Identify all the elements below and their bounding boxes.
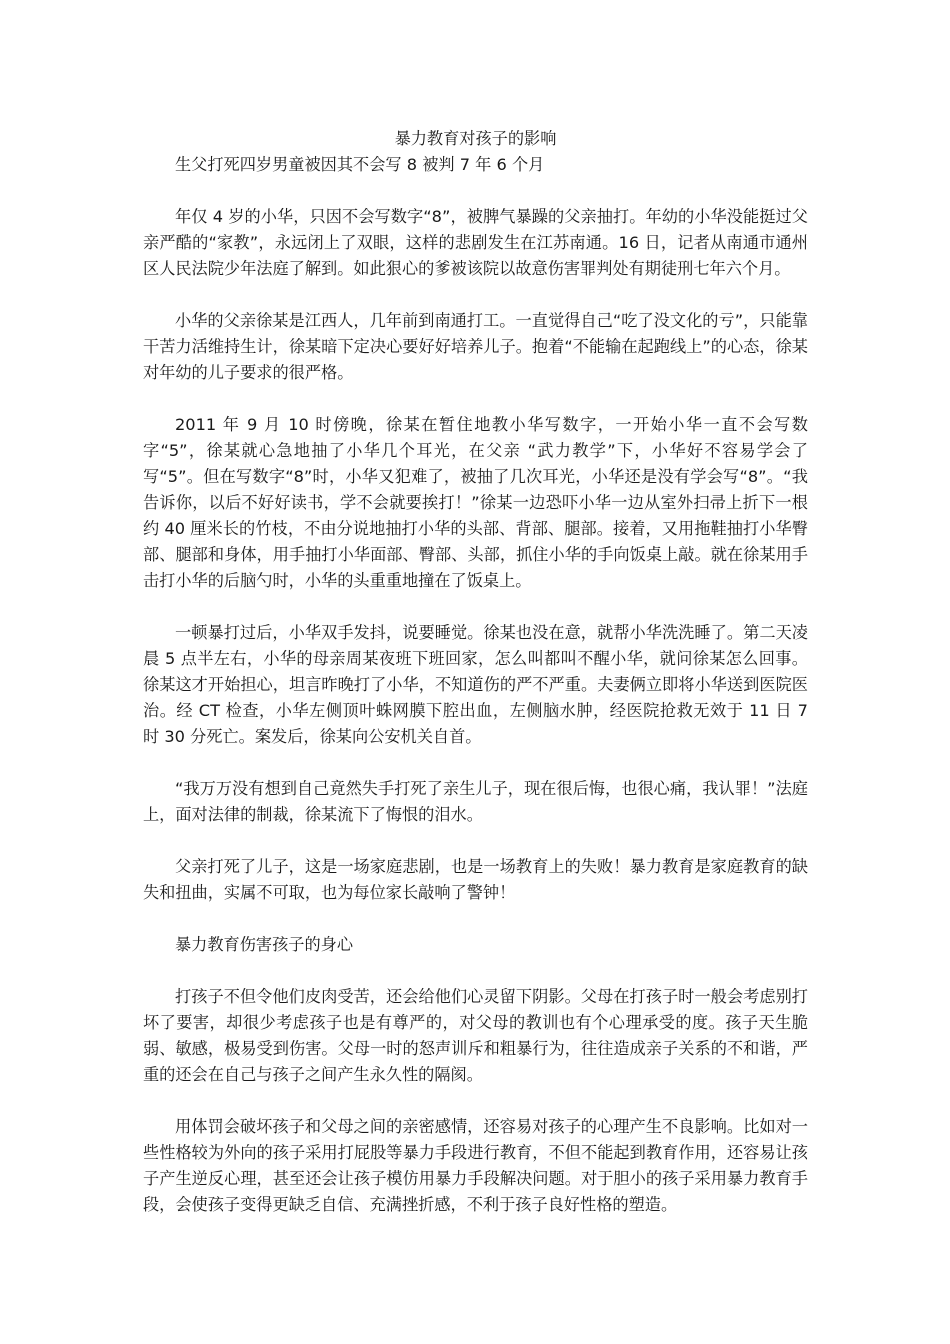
- spacer: [143, 750, 808, 776]
- paragraph: 2011 年 9 月 10 时傍晚，徐某在暂住地教小华写数字，一开始小华一直不会写数字“5”，徐某就心急地抽了小华几个耳光，在父亲 “武力教学”下，小华好不容易学会了写“5”。但在写数字“8”时，小华又犯难了，被抽了几次耳光，小华还是没有学会写“8”。“我告诉你，以后不好好读书，学不会就要挨打！”徐某一边恐吓小华一边从室外扫帚上折下一根约 40 厘米长的竹枝，不由分说地抽打小华的头部、背部、腿部。接着，又用拖鞋抽打小华臀部、腿部和身体，用手抽打小华面部、臀部、头部，抓住小华的手向饭桌上敲。就在徐某用手击打小华的后脑勺时，小华的头重重地撞在了饭桌上。: [143, 415, 808, 590]
- spacer: [143, 1088, 808, 1114]
- document-title: 暴力教育对孩子的影响: [394, 129, 557, 148]
- spacer: [143, 178, 808, 204]
- paragraph: 打孩子不但令他们皮肉受苦，还会给他们心灵留下阴影。父母在打孩子时一般会考虑别打坏了要害，却很少考虑孩子也是有尊严的，对父母的教训也有个心理承受的度。孩子天生脆弱、敏感，极易受到伤害。父母一时的怒声训斥和粗暴行为，往往造成亲子关系的不和谐，严重的还会在自己与孩子之间产生永久性的隔阂。: [143, 987, 808, 1084]
- document-subtitle: 生父打死四岁男童被因其不会写 8 被判 7 年 6 个月: [175, 155, 545, 174]
- document-body: [143, 126, 808, 1218]
- spacer: [143, 386, 808, 412]
- spacer: [143, 828, 808, 854]
- paragraph: 年仅 4 岁的小华，只因不会写数字“8”，被脾气暴躁的父亲抽打。年幼的小华没能挺过父亲严酷的“家教”，永远闭上了双眼，这样的悲剧发生在江苏南通。16 日，记者从南通市通州区人民法院少年法庭了解到。如此狠心的爹被该院以故意伤害罪判处有期徒刑七年六个月。: [143, 207, 808, 278]
- section-heading: 暴力教育伤害孩子的身心: [175, 935, 354, 954]
- spacer: [143, 958, 808, 984]
- spacer: [143, 594, 808, 620]
- spacer: [143, 282, 808, 308]
- paragraph: 一顿暴打过后，小华双手发抖，说要睡觉。徐某也没在意，就帮小华洗洗睡了。第二天凌晨 5 点半左右，小华的母亲周某夜班下班回家，怎么叫都叫不醒小华，就问徐某怎么回事。徐某这才开始担心，坦言昨晚打了小华，不知道伤的严不严重。夫妻俩立即将小华送到医院医治。经 CT 检查，小华左侧顶叶蛛网膜下腔出血，左侧脑水肿，经医院抢救无效于 11 日 7 时 30 分死亡。案发后，徐某向公安机关自首。: [143, 623, 808, 746]
- spacer: [143, 906, 808, 932]
- paragraph: 父亲打死了儿子，这是一场家庭悲剧，也是一场教育上的失败！暴力教育是家庭教育的缺失和扭曲，实属不可取，也为每位家长敲响了警钟！: [143, 857, 808, 902]
- paragraph: 用体罚会破坏孩子和父母之间的亲密感情，还容易对孩子的心理产生不良影响。比如对一些性格较为外向的孩子采用打屁股等暴力手段进行教育，不但不能起到教育作用，还容易让孩子产生逆反心理，甚至还会让孩子模仿用暴力手段解决问题。对于胆小的孩子采用暴力教育手段，会使孩子变得更缺乏自信、充满挫折感，不利于孩子良好性格的塑造。: [143, 1117, 808, 1214]
- paragraph: 小华的父亲徐某是江西人，几年前到南通打工。一直觉得自己“吃了没文化的亏”，只能靠干苦力活维持生计，徐某暗下定决心要好好培养儿子。抱着“不能输在起跑线上”的心态，徐某对年幼的儿子要求的很严格。: [143, 311, 808, 382]
- paragraph: “我万万没有想到自己竟然失手打死了亲生儿子，现在很后悔，也很心痛，我认罪！”法庭上，面对法律的制裁，徐某流下了悔恨的泪水。: [143, 779, 808, 824]
